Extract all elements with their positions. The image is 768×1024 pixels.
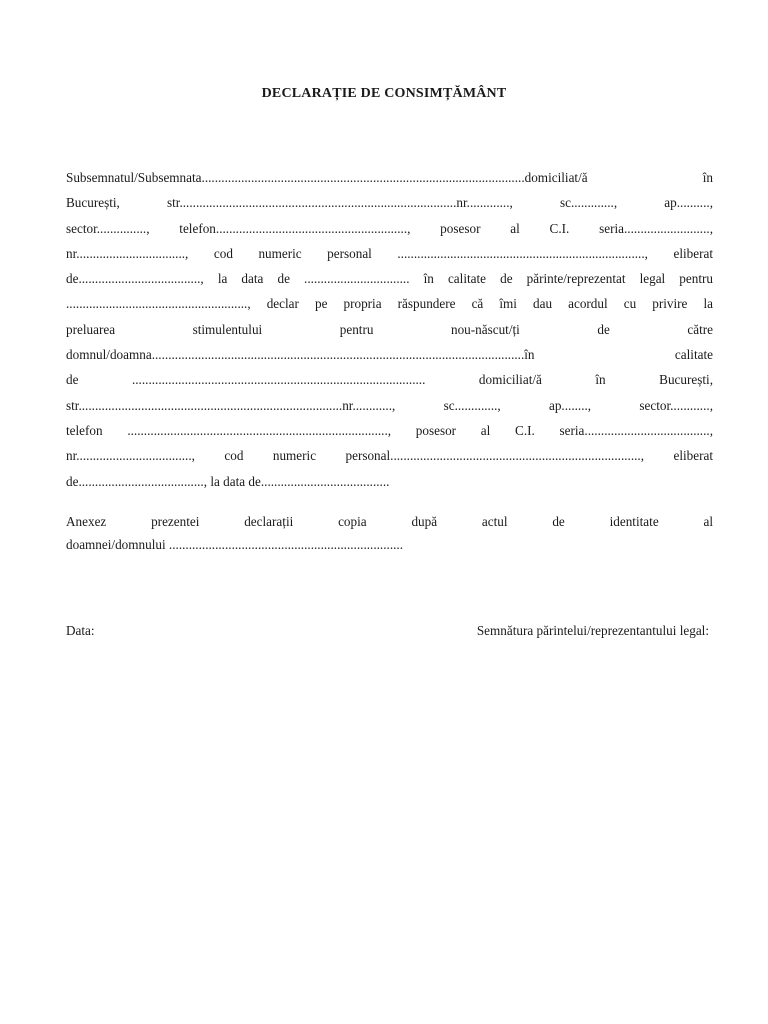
signature-label: Semnătura părintelui/reprezentantului legal: bbox=[476, 623, 709, 638]
body-line: nr................................., cod numeric personal ..........................................................................., eliberat bbox=[66, 245, 713, 261]
body-line: domnul/doamna.................................................................................................................în calitate bbox=[66, 347, 713, 363]
body-line: sector..............., telefon.........................................................., posesor al C.I. seria.........................., bbox=[66, 220, 713, 236]
document-title: DECLARAȚIE DE CONSIMȚĂMÂNT bbox=[261, 86, 507, 101]
body-line: de....................................., la data de ................................ în calitate de părinte/reprezentat legal pentru bbox=[66, 271, 713, 287]
annex-line: Anexez prezentei declarații copia după actul de identitate al bbox=[66, 514, 713, 529]
declaration-body bbox=[66, 165, 713, 494]
date-label: Data: bbox=[66, 623, 95, 638]
body-line: preluarea stimulentului pentru nou-născut/ți de către bbox=[66, 321, 713, 337]
body-line: nr..................................., cod numeric personal............................................................................, eliberat bbox=[66, 448, 713, 464]
annex-paragraph bbox=[66, 510, 713, 556]
body-line: str................................................................................nr............, sc............., ap........, sector............, bbox=[66, 397, 713, 413]
annex-line: doamnei/domnului ....................................................................... bbox=[66, 537, 404, 552]
body-line: Subsemnatul/Subsemnata..................................................................................................domiciliat/ă în bbox=[66, 170, 713, 185]
body-line: de ......................................................................................... domiciliat/ă în București, bbox=[66, 372, 713, 388]
body-line: București, str....................................................................................nr............., sc............., ap.........., bbox=[66, 195, 713, 211]
body-line: ......................................................., declar pe propria răspundere că îmi dau acordul cu privire la bbox=[66, 296, 713, 312]
body-line: telefon ..............................................................................., posesor al C.I. seria......................................, bbox=[66, 422, 713, 438]
body-line: de......................................, la data de....................................... bbox=[66, 473, 390, 489]
